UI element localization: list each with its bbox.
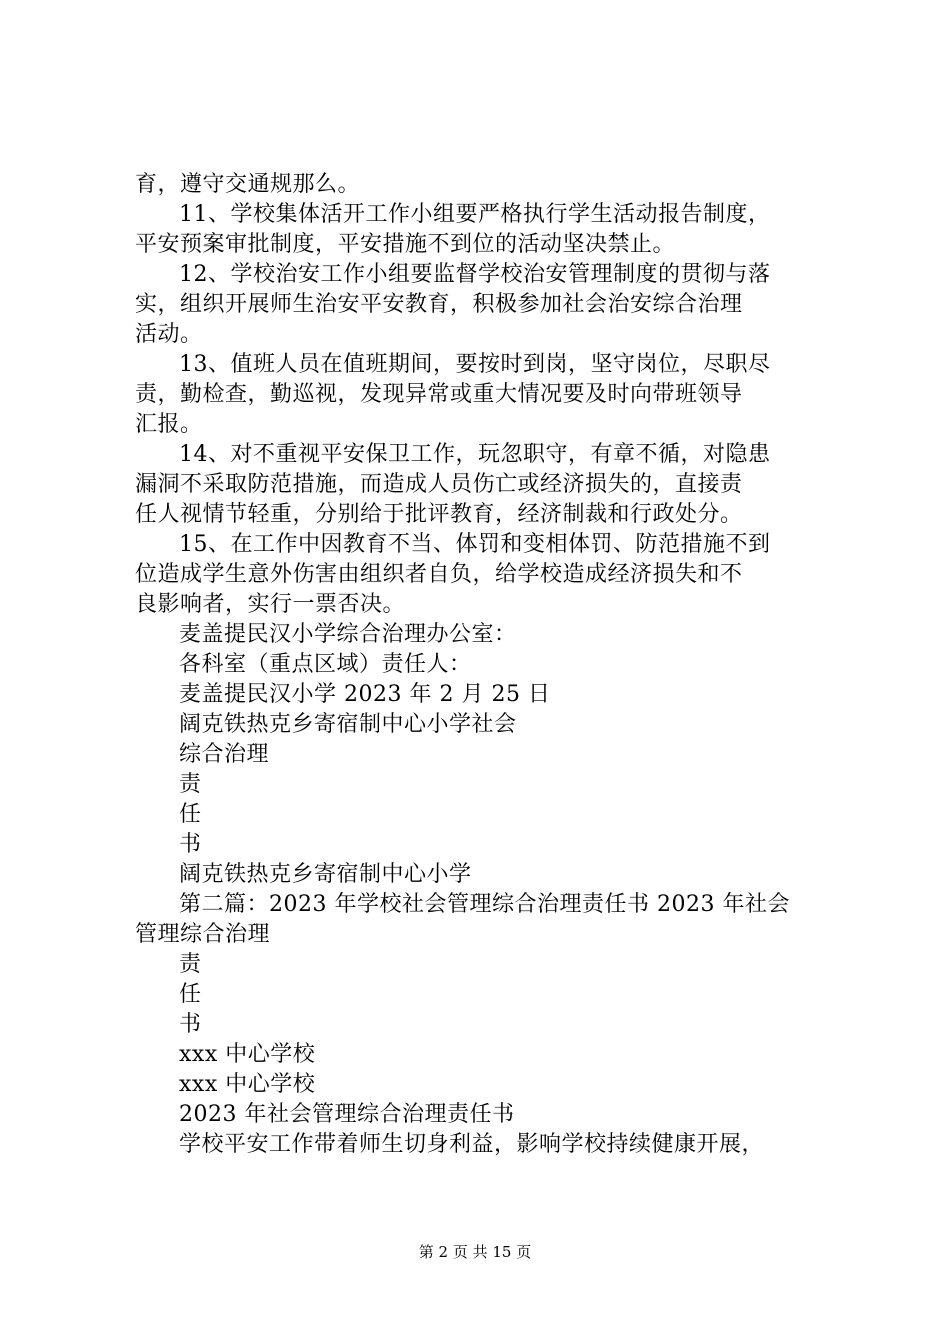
text-line: 麦盖提民汉小学 2023 年 2 月 25 日 xyxy=(179,682,551,707)
text-line: 学校平安工作带着师生切身利益，影响学校持续健康开展， xyxy=(179,1132,765,1157)
text-line: 12、学校治安工作小组要监督学校治安管理制度的贯彻与落 xyxy=(179,262,771,287)
text-line: 活动。 xyxy=(135,322,203,347)
text-line: 实，组织开展师生治安平安教育，积极参加社会治安综合治理 xyxy=(135,292,743,317)
text-line: 育，遵守交通规那么。 xyxy=(135,172,361,197)
text-line: 书 xyxy=(179,832,202,857)
text-line: 14、对不重视平安保卫工作，玩忽职守，有章不循，对隐患 xyxy=(179,442,771,467)
text-line: 各科室（重点区域）责任人： xyxy=(179,652,472,677)
text-line: xxx 中心学校 xyxy=(179,1042,316,1067)
text-line: 位造成学生意外伤害由组织者自负，给学校造成经济损失和不 xyxy=(135,562,743,587)
text-line: 2023 年社会管理综合治理责任书 xyxy=(179,1102,515,1127)
text-line: 平安预案审批制度，平安措施不到位的活动坚决禁止。 xyxy=(135,232,676,257)
text-line: 麦盖提民汉小学综合治理办公室： xyxy=(179,622,517,647)
text-line: 良影响者，实行一票否决。 xyxy=(135,592,406,617)
text-line: 任人视情节轻重，分别给于批评教育，经济制裁和行政处分。 xyxy=(135,502,743,527)
text-line: 阔克铁热克乡寄宿制中心小学社会 xyxy=(179,712,517,737)
text-line: 13、值班人员在值班期间，要按时到岗，坚守岗位，尽职尽 xyxy=(179,352,771,377)
page-number-footer: 第 2 页 共 15 页 xyxy=(418,1243,532,1261)
text-line: 书 xyxy=(179,1012,202,1037)
text-line: 阔克铁热克乡寄宿制中心小学 xyxy=(179,862,472,887)
text-line: 任 xyxy=(179,802,202,827)
text-line: 责 xyxy=(179,952,202,977)
text-line: 15、在工作中因教育不当、体罚和变相体罚、防范措施不到 xyxy=(179,532,771,557)
text-line: 11、学校集体活开工作小组要严格执行学生活动报告制度， xyxy=(179,202,771,227)
text-line: 管理综合治理 xyxy=(135,922,271,947)
text-line: 责 xyxy=(179,772,202,797)
text-line: 综合治理 xyxy=(179,742,270,767)
text-line: 责，勤检查，勤巡视，发现异常或重大情况要及时向带班领导 xyxy=(135,382,743,407)
text-line: 漏洞不采取防范措施，而造成人员伤亡或经济损失的，直接责 xyxy=(135,472,743,497)
text-line: 任 xyxy=(179,982,202,1007)
text-line: xxx 中心学校 xyxy=(179,1072,316,1097)
text-line: 第二篇：2023 年学校社会管理综合治理责任书 2023 年社会 xyxy=(179,892,790,917)
text-line: 汇报。 xyxy=(135,412,203,437)
